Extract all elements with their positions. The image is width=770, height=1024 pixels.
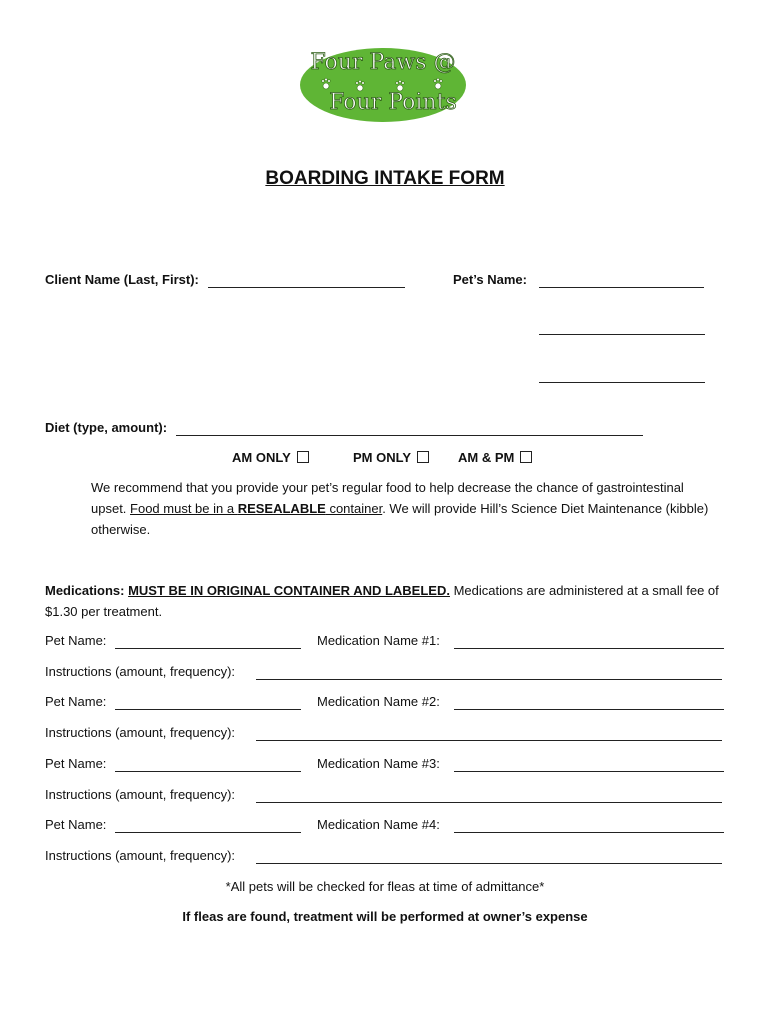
instructions-label: Instructions (amount, frequency): xyxy=(45,725,236,740)
diet-note-u1: Food must be in a xyxy=(130,501,238,516)
medication-name-field[interactable] xyxy=(454,832,724,833)
medication-name-label: Medication Name #1: xyxy=(317,633,440,648)
medication-name-field[interactable] xyxy=(454,771,724,772)
fleas-check-note: *All pets will be checked for fleas at time of admittance* xyxy=(225,879,545,894)
page-title: BOARDING INTAKE FORM xyxy=(265,168,505,189)
logo-text-line2: Four Points xyxy=(329,90,457,115)
med-pet-name-field[interactable] xyxy=(115,648,301,649)
pm-only-label: PM ONLY xyxy=(353,450,412,465)
medications-intro xyxy=(45,580,735,622)
diet-note-underlined xyxy=(130,501,382,516)
am-pm-label: AM & PM xyxy=(458,450,515,465)
instructions-label: Instructions (amount, frequency): xyxy=(45,787,236,802)
pet-name-field[interactable] xyxy=(539,334,705,335)
medications-fee: Medications are administered at a small fee of $1.30 per treatment. xyxy=(45,583,719,619)
instructions-field[interactable] xyxy=(256,679,722,680)
instructions-field[interactable] xyxy=(256,863,722,864)
client-name-label: Client Name (Last, First): xyxy=(45,272,199,287)
instructions-label: Instructions (amount, frequency): xyxy=(45,848,236,863)
pm-only-option[interactable] xyxy=(353,450,429,465)
logo xyxy=(298,46,468,124)
client-name-field[interactable] xyxy=(208,287,405,288)
instructions-field[interactable] xyxy=(256,802,722,803)
med-pet-name-field[interactable] xyxy=(115,771,301,772)
pm-only-checkbox[interactable] xyxy=(417,451,429,463)
medication-name-label: Medication Name #4: xyxy=(317,817,440,832)
medication-name-label: Medication Name #3: xyxy=(317,756,440,771)
logo-text-line1: Four Paws @ xyxy=(310,50,456,75)
instructions-field[interactable] xyxy=(256,740,722,741)
diet-note-part2: . We will provide Hill’s Science Diet Maintenance (kibble) otherwise. xyxy=(91,501,709,537)
diet-note-part1: We recommend that you provide your pet’s regular food to help decrease the chance of gastrointestinal upset. xyxy=(91,480,684,516)
am-pm-option[interactable] xyxy=(458,450,532,465)
diet-label: Diet (type, amount): xyxy=(45,420,168,435)
med-pet-name-label: Pet Name: xyxy=(45,633,107,648)
am-only-label: AM ONLY xyxy=(232,450,291,465)
med-pet-name-label: Pet Name: xyxy=(45,756,107,771)
medication-name-field[interactable] xyxy=(454,648,724,649)
medication-name-field[interactable] xyxy=(454,709,724,710)
med-pet-name-label: Pet Name: xyxy=(45,817,107,832)
diet-field[interactable] xyxy=(176,435,643,436)
pet-name-label: Pet’s Name: xyxy=(453,272,527,287)
diet-note-u2: container xyxy=(325,501,383,516)
am-only-checkbox[interactable] xyxy=(297,451,309,463)
pet-name-field[interactable] xyxy=(539,287,704,288)
am-only-option[interactable] xyxy=(232,450,309,465)
fleas-treatment-note: If fleas are found, treatment will be performed at owner’s expense xyxy=(182,909,588,924)
diet-note xyxy=(91,477,721,540)
medications-label: Medications: xyxy=(45,583,125,598)
med-pet-name-label: Pet Name: xyxy=(45,694,107,709)
medications-requirement: MUST BE IN ORIGINAL CONTAINER AND LABELED. xyxy=(128,583,450,598)
med-pet-name-field[interactable] xyxy=(115,709,301,710)
pet-name-field[interactable] xyxy=(539,382,705,383)
diet-note-resealable: RESEALABLE xyxy=(237,501,326,516)
medication-name-label: Medication Name #2: xyxy=(317,694,440,709)
instructions-label: Instructions (amount, frequency): xyxy=(45,664,236,679)
med-pet-name-field[interactable] xyxy=(115,832,301,833)
am-pm-checkbox[interactable] xyxy=(520,451,532,463)
